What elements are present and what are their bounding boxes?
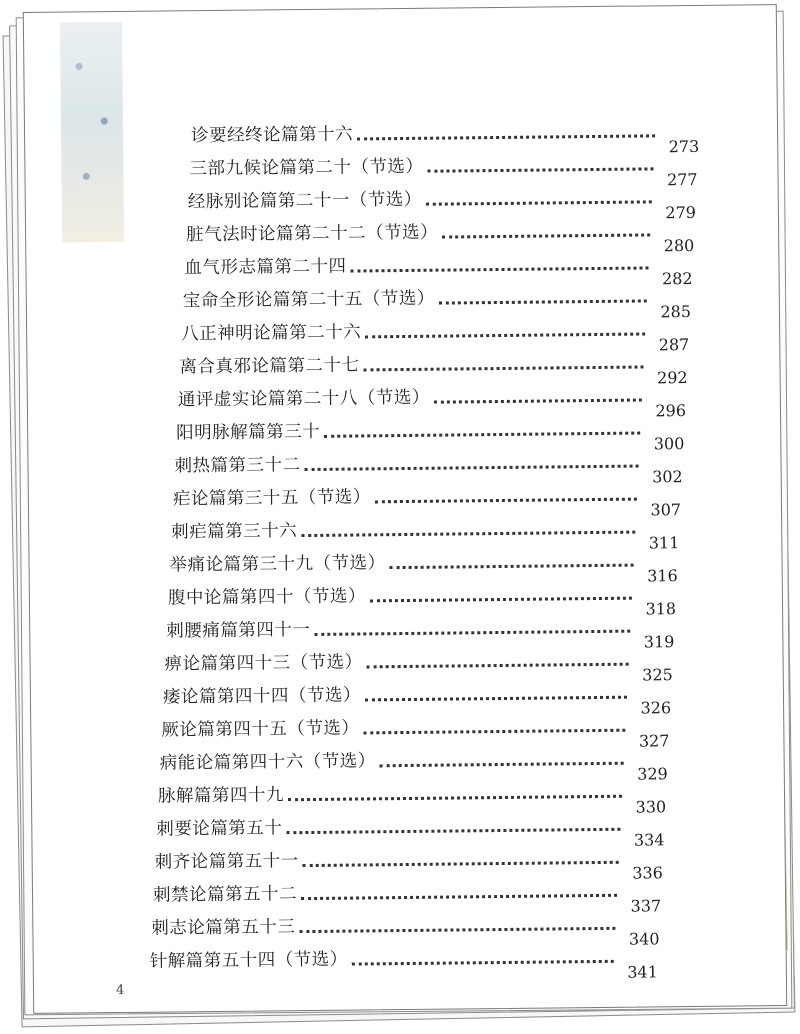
toc-entry-page: 341: [627, 962, 658, 982]
toc-entry-page: 280: [663, 235, 695, 256]
toc-entry-title: 三部九候论篇第二十（节选）: [189, 156, 424, 180]
leader-dots: [380, 762, 624, 768]
toc-entry-title: 脏气法时论篇第二十二（节选）: [186, 222, 439, 246]
toc-entry-page: 287: [658, 335, 690, 355]
leader-dots: [305, 465, 639, 471]
toc-entry[interactable]: [174, 444, 683, 487]
toc-entry-title: 痹论篇第四十三（节选）: [164, 652, 363, 675]
toc-entry-page: 296: [655, 401, 687, 421]
toc-entry-title: 刺齐论篇第五十一: [154, 851, 299, 873]
toc-entry-page: 316: [647, 566, 678, 586]
leader-dots: [286, 828, 620, 834]
toc-entry-page: 302: [652, 467, 683, 487]
toc-entry-page: 330: [635, 797, 667, 817]
leader-dots: [301, 531, 635, 537]
toc-entry[interactable]: [182, 279, 692, 322]
toc-entry[interactable]: [152, 873, 662, 916]
toc-entry-page: 325: [642, 665, 673, 685]
toc-entry-page: 327: [638, 731, 670, 751]
toc-entry[interactable]: [187, 180, 697, 223]
toc-entry-title: 阳明脉解篇第三十: [176, 421, 321, 444]
toc-entry-page: 282: [661, 268, 693, 289]
leader-dots: [365, 696, 627, 702]
toc-entry-title: 腹中论篇第四十（节选）: [167, 586, 367, 609]
toc-entry-title: 痿论篇第四十四（节选）: [162, 685, 362, 708]
toc-entry[interactable]: [179, 345, 688, 388]
toc-entry-title: 刺禁论篇第五十二: [152, 884, 298, 906]
toc-entry[interactable]: [164, 642, 673, 685]
toc-entry-page: 277: [666, 169, 698, 190]
leader-dots: [288, 795, 622, 801]
leader-dots: [426, 200, 652, 205]
toc-entry-page: 334: [633, 830, 665, 850]
toc-entry-title: 宝命全形论篇第二十五（节选）: [182, 288, 435, 312]
leader-dots: [365, 332, 645, 338]
toc-entry[interactable]: [161, 708, 670, 751]
toc-entry[interactable]: [189, 147, 698, 190]
toc-entry[interactable]: [154, 840, 663, 883]
toc-entry-page: 300: [653, 434, 685, 454]
toc-entry-page: 273: [668, 136, 700, 157]
toc-entry-page: 285: [660, 301, 692, 322]
toc-entry-title: 厥论篇第四十五（节选）: [161, 718, 360, 741]
toc-entry[interactable]: [166, 609, 675, 652]
page-number: 4: [115, 982, 125, 999]
toc-entry[interactable]: [149, 939, 658, 982]
toc-entry-title: 刺腰痛篇第四十一: [166, 619, 311, 642]
leader-dots: [370, 597, 632, 603]
leader-dots: [303, 861, 619, 867]
toc-entry[interactable]: [156, 807, 665, 850]
toc-entry-page: 329: [637, 764, 668, 784]
toc-entry-title: 刺热篇第三十二: [174, 455, 301, 477]
toc-entry-page: 292: [656, 368, 688, 388]
leader-dots: [363, 729, 625, 735]
toc-entry-title: 刺志论篇第五十三: [151, 917, 296, 939]
toc-entry-title: 针解篇第五十四（节选）: [149, 949, 348, 972]
toc-entry-page: 318: [645, 599, 677, 619]
toc-entry-title: 刺要论篇第五十: [156, 818, 283, 840]
leader-dots: [439, 299, 647, 304]
toc-entry[interactable]: [172, 477, 682, 520]
leader-dots: [375, 498, 637, 504]
toc-entry-page: 337: [630, 896, 662, 916]
leader-dots: [367, 663, 629, 669]
toc-entry-page: 319: [643, 632, 675, 652]
toc-entry[interactable]: [157, 774, 667, 817]
toc-entry-title: 通评虚实论篇第二十八（节选）: [177, 387, 430, 411]
leader-dots: [324, 432, 640, 438]
toc-list: [24, 5, 786, 1013]
toc-entry[interactable]: [162, 675, 672, 718]
leader-dots: [357, 134, 655, 140]
toc-entry-title: 刺疟篇第三十六: [171, 521, 298, 543]
toc-entry[interactable]: [167, 576, 677, 619]
toc-entry[interactable]: [171, 510, 680, 553]
toc-entry-page: 279: [665, 202, 697, 223]
toc-entry-title: 病能论篇第四十六（节选）: [159, 751, 376, 774]
toc-entry-page: 336: [632, 863, 663, 883]
toc-entry-page: 326: [640, 698, 672, 718]
toc-entry[interactable]: [169, 543, 678, 586]
leader-dots: [390, 564, 634, 570]
toc-entry[interactable]: [177, 378, 687, 421]
toc-entry-title: 血气形志篇第二十四: [184, 256, 347, 279]
toc-entry[interactable]: [159, 741, 668, 784]
leader-dots: [364, 365, 644, 371]
leader-dots: [434, 399, 642, 404]
leader-dots: [350, 266, 648, 272]
toc-entry-page: 311: [648, 533, 680, 553]
leader-dots: [427, 167, 653, 172]
toc-entry[interactable]: [186, 213, 695, 256]
toc-entry-title: 举痛论篇第三十九（节选）: [169, 553, 386, 576]
toc-entry[interactable]: [151, 906, 660, 949]
toc-entry[interactable]: [181, 312, 690, 355]
toc-entry[interactable]: [190, 114, 700, 157]
toc-entry-title: 脉解篇第四十九: [157, 785, 285, 807]
toc-entry-title: 诊要经终论篇第十六: [190, 124, 354, 147]
toc-entry[interactable]: [184, 246, 693, 289]
leader-dots: [442, 233, 650, 238]
toc-entry-title: 八正神明论篇第二十六: [181, 322, 362, 345]
toc-entry-page: 340: [628, 929, 660, 949]
leader-dots: [314, 630, 630, 636]
toc-entry[interactable]: [176, 411, 685, 454]
toc-entry-title: 离合真邪论篇第二十七: [179, 355, 360, 378]
toc-entry-title: 疟论篇第三十五（节选）: [172, 487, 371, 510]
leader-dots: [352, 960, 614, 966]
toc-entry-title: 经脉别论篇第二十一（节选）: [187, 189, 422, 213]
leader-dots: [299, 927, 615, 933]
leader-dots: [301, 894, 617, 900]
toc-entry-page: 307: [650, 500, 682, 520]
toc-page: [23, 4, 787, 1014]
